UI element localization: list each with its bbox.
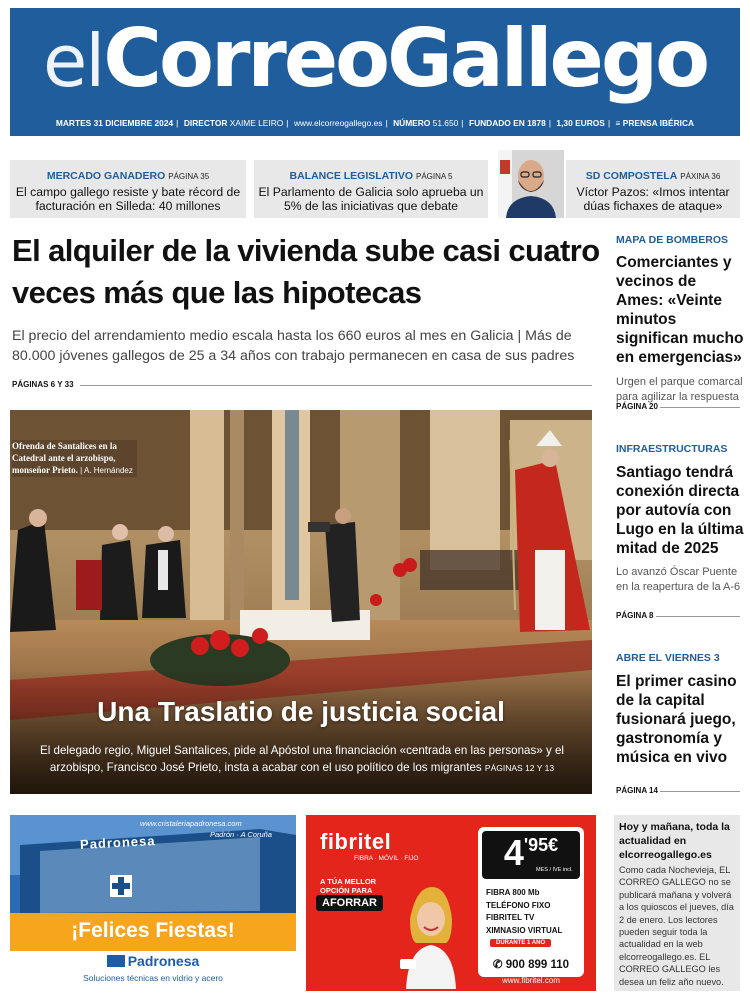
teaser-sd-compostela[interactable]: SD COMPOSTELA PÁXINA 36 Víctor Pazos: «Imos intentar dúas fichaxes de ataque» <box>566 160 740 218</box>
lead-pages: PÁGINAS 6 Y 33 <box>12 380 74 389</box>
padronesa-logo-icon <box>107 955 125 967</box>
lead-subhead: El precio del arrendamiento medio escala hasta los 660 euros al mes en Galicia | Más de 80.000 jóvenes gallegos de 25 a 34 años con trabajo permanecen en casa de sus padres <box>12 328 575 364</box>
fibritel-website[interactable]: www.fibritel.com <box>502 976 560 985</box>
feature-list: FIBRA 800 Mb TELÉFONO FIXO FIBRITEL TV XIMNASIO VIRTUAL <box>486 888 563 935</box>
divider <box>656 616 740 617</box>
photo-caption: Ofrenda de Santalices en la Catedral ante el arzobispo, monseñor Prieto. | A. Hernández <box>12 440 137 477</box>
website-link[interactable]: www.elcorreogallego.es <box>293 118 383 128</box>
director-name: XAIME LEIRO <box>229 118 284 128</box>
ad-padronesa[interactable]: www.cristaleriapadronesa.com Padrón · A Coruña Padronesa ¡Felices Fiestas! Padronesa Soluciones técnicas en vidrio y acero <box>10 815 296 991</box>
menu-lines-icon: ≡ <box>615 118 621 128</box>
girl-illustration-icon <box>386 879 476 989</box>
right-story-bomberos[interactable]: MAPA DE BOMBEROS Comerciantes y vecinos de Ames: «Veinte minutos significan mucho en emergencias» Urgen el parque comarcal para agilizar la respuesta <box>616 234 744 403</box>
masthead <box>10 8 740 136</box>
ad-fibritel[interactable]: fibritel FIBRA · MÓVIL · FIJO A TÚA MELLOR OPCIÓN PARA AFORRAR 4'95€ MES / IVE incl. FIBRA 800 Mb TELÉFONO FIXO FIBRITEL TV XIMNASIO VIRTUAL DURANTE 1 ANO ✆ 900 899 110 www.fibritel.com <box>306 815 596 991</box>
masthead-info-line: MARTES 31 DICIEMBRE 2024 | DIRECTOR XAIME LEIRO | www.elcorreogallego.es | NÚMERO 51.650 | FUNDADO EN 1878 | 1,30 EUROS | ≡ PRENSA IBÉRICA <box>55 118 695 128</box>
right-story-infraestructuras[interactable]: INFRAESTRUCTURAS Santiago tendrá conexión directa por autovía con Lugo en la última mitad de 2025 Lo avanzó Óscar Puente en la reapertura de la A-6 <box>616 443 744 593</box>
right-story-headline: Santiago tendrá conexión directa por autovía con Lugo en la última mitad de 2025 <box>616 464 744 557</box>
photo-pages: PÁGINAS 12 Y 13 <box>484 763 555 773</box>
issue-number: 51.650 <box>432 118 459 128</box>
fibritel-logo: fibritel <box>320 829 392 854</box>
teaser-balance-legislativo[interactable]: BALANCE LEGISLATIVO PÁGINA 5 El Parlamento de Galicia solo aprueba un 5% de las iniciativas que debate <box>254 160 488 218</box>
right-story-headline: Comerciantes y vecinos de Ames: «Veinte minutos significan mucho en emergencias» <box>616 254 744 366</box>
photo-headline[interactable]: Una Traslatio de justicia social <box>97 696 505 727</box>
victor-pazos-photo <box>498 150 564 218</box>
divider <box>80 385 592 386</box>
divider <box>660 791 740 792</box>
newspaper-logo[interactable]: elCorreoGallego <box>42 12 708 105</box>
fibritel-phone: 900 899 110 <box>505 959 570 971</box>
teaser-mercado-ganadero[interactable]: MERCADO GANADERO PÁGINA 35 El campo gallego resiste y bate récord de facturación en Silleda: 40 millones <box>10 160 246 218</box>
price: 1,30 <box>556 118 573 128</box>
founded-year: FUNDADO EN 1878 <box>468 118 546 128</box>
publisher-group: PRENSA IBÉRICA <box>622 118 695 128</box>
right-story-casino[interactable]: ABRE EL VIERNES 3 El primer casino de la capital fusionará juego, gastronomía y música en vivo <box>616 652 744 767</box>
divider <box>660 407 740 408</box>
lead-headline[interactable]: El alquiler de la vivienda sube casi cuatro veces más que las hipotecas <box>12 233 600 310</box>
issue-date: MARTES 31 DICIEMBRE 2024 <box>55 118 174 128</box>
phone-icon: ✆ <box>492 959 503 971</box>
photo-credit: | A. Hernández <box>80 466 133 475</box>
no-print-notice: Hoy y mañana, toda la actualidad en elcorreogallego.es Como cada Nochevieja, EL CORREO GALLEGO no se publicará mañana y volverá a los quioscos el jueves, día 2 de enero. Los lectores pueden seguir toda la actualidad en la web elcorreogallego.es. EL CORREO GALLEGO les desea un feliz año nuevo. <box>614 815 740 991</box>
right-story-headline: El primer casino de la capital fusionará juego, gastronomía y música en vivo <box>616 673 737 766</box>
building-sign: Padronesa <box>79 833 156 852</box>
ad-greeting: ¡Felices Fiestas! <box>71 919 235 942</box>
photo-text: El delegado regio, Miguel Santalices, pide al Apóstol una financiación «centrada en las personas» y el arzobispo, Francisco José Prieto, insta a acabar con el uso político de los migrantes PÁGINAS 12 Y 13 <box>40 744 564 774</box>
